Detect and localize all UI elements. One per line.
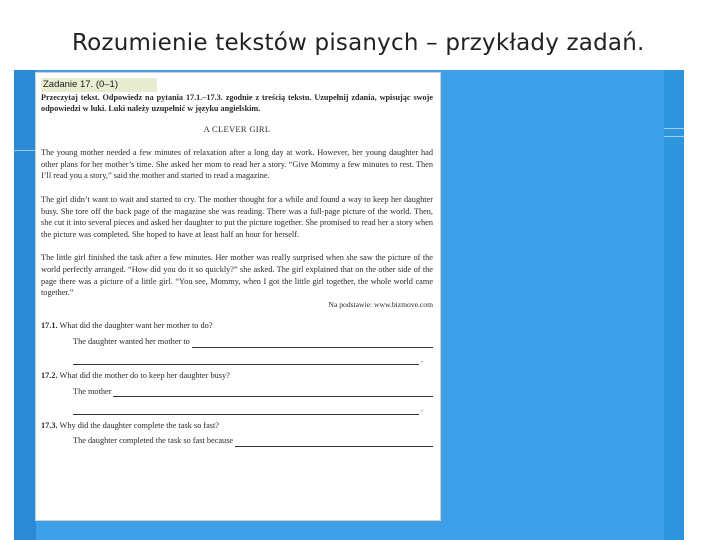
question-number: 17.1. <box>41 321 58 331</box>
story-paragraph: The girl didn’t want to wait and started to cry. The mother thought for a while and found a way to keep her daughter busy. She tore off the back page of the magazine she was reading. There was a full-page picture of the world. Then, she cut it into several pieces and asked her daughter to put the picture together. She promised to read her a story when the picture was completed. She hoped to have at least half an hour for herself. <box>41 194 433 239</box>
answer-period: . <box>421 404 424 414</box>
slide-title: Rozumienie tekstów pisanych – przykłady zadań. <box>72 30 645 56</box>
task-header: Zadanie 17. (0–1) <box>41 78 157 92</box>
answer-row <box>73 403 433 415</box>
question-text: What did the daughter want her mother to do? <box>59 321 213 331</box>
answer-blank[interactable] <box>235 437 433 447</box>
answer-prefix: The daughter wanted her mother to <box>73 336 190 346</box>
question-text: Why did the daughter complete the task so fast? <box>59 420 219 430</box>
answer-blank[interactable] <box>113 387 433 397</box>
slide-frame-right-band <box>664 18 684 540</box>
question <box>41 320 433 332</box>
question <box>41 370 433 382</box>
answer-blank[interactable] <box>73 405 419 415</box>
decorative-line <box>14 150 36 151</box>
answer-row <box>73 435 433 447</box>
exam-document <box>36 73 440 520</box>
answer-row <box>73 386 433 398</box>
source-note: Na podstawie: www.bizmove.com <box>328 299 433 309</box>
answer-blank[interactable] <box>73 355 419 365</box>
story-paragraph: The little girl finished the task after a few minutes. Her mother was really surprised when she saw the picture of the world perfectly arranged. “How did you do it so quickly?” she asked. The girl explained that on the other side of the page there was a picture of a little girl. “You see, Mommy, when I got the little girl together, the whole world came together.” <box>41 253 433 298</box>
answer-period: . <box>421 354 424 364</box>
question-number: 17.2. <box>41 371 58 381</box>
exam-document-content <box>41 78 433 447</box>
question-number: 17.3. <box>41 420 58 430</box>
answer-prefix: The mother <box>73 386 112 396</box>
question-text: What did the mother do to keep her daughter busy? <box>59 371 230 381</box>
answer-row <box>73 354 433 366</box>
task-instructions: Przeczytaj tekst. Odpowiedz na pytania 17.1.–17.3. zgodnie z treścią tekstu. Uzupełnij zdania, wpisując swoje odpowiedzi w luki. Luki należy uzupełnić w języku angielskim. <box>41 93 433 113</box>
answer-row <box>73 336 433 348</box>
decorative-line <box>664 136 684 137</box>
slide-frame-left-band <box>14 18 36 540</box>
answer-prefix: The daughter completed the task so fast because <box>73 436 234 446</box>
question <box>41 420 433 432</box>
answer-blank[interactable] <box>192 338 433 348</box>
decorative-line <box>664 128 684 129</box>
story-paragraph: The young mother needed a few minutes of relaxation after a long day at work. However, her young daughter had other plans for her mother’s time. She asked her mom to read her a story. “Give Mommy a few minutes to rest. Then I’ll read you a story,” said the mother and started to read a magazine. <box>41 148 433 181</box>
story-title: A CLEVER GIRL <box>203 123 271 134</box>
